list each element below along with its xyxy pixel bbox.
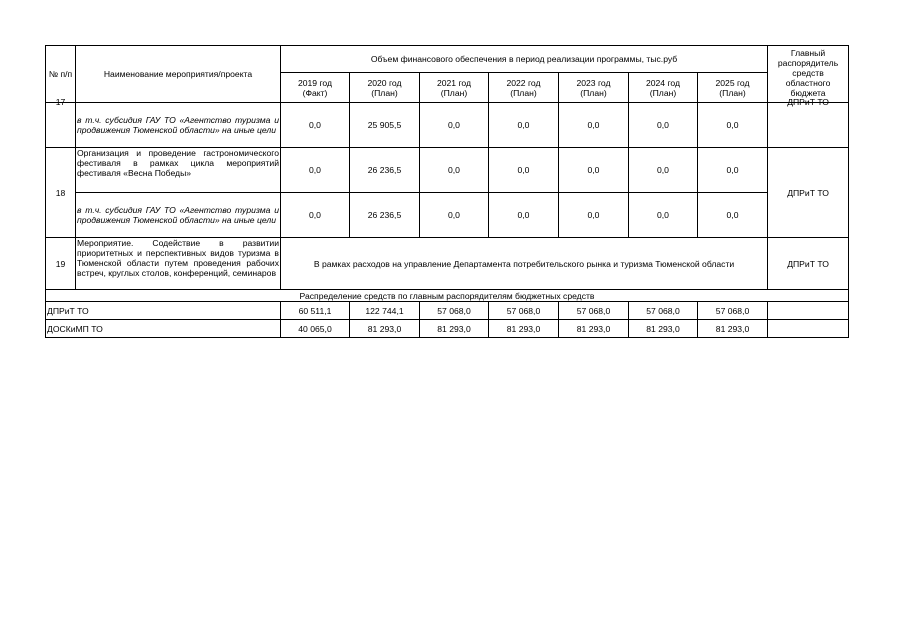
manager-cell: ДПРиТ ТО bbox=[768, 103, 849, 148]
num-column-header: № п/п bbox=[46, 46, 76, 103]
value-cell: 0,0 bbox=[698, 148, 768, 193]
value-cell: 0,0 bbox=[698, 193, 768, 238]
header-row bbox=[46, 46, 849, 73]
value-cell: 0,0 bbox=[281, 148, 350, 193]
table-row-19 bbox=[46, 238, 849, 290]
value-cell: 0,0 bbox=[420, 193, 489, 238]
value-cell: 0,0 bbox=[420, 103, 489, 148]
value-cell: 0,0 bbox=[489, 148, 559, 193]
value-cell: 0,0 bbox=[629, 148, 698, 193]
year-header: 2025 год (План) bbox=[698, 73, 768, 103]
year-header: 2022 год (План) bbox=[489, 73, 559, 103]
manager-header-text: Главный распорядитель средств областного бюджета bbox=[777, 48, 839, 98]
activity-name: Мероприятие. Содействие в развитии приоритетных и перспективных видов туризма в Тюменской области путем проведения рабочих встреч, круглых столов, конференций, семинаров bbox=[76, 238, 281, 290]
funding-header: Объем финансового обеспечения в период реализации программы, тыс.руб bbox=[281, 46, 768, 73]
value-cell: 0,0 bbox=[559, 103, 629, 148]
manager-cell: ДПРиТ ТО bbox=[768, 238, 849, 290]
value-cell: 81 293,0 bbox=[489, 320, 559, 338]
value-cell: 0,0 bbox=[281, 193, 350, 238]
row-number: 19 bbox=[46, 238, 76, 290]
empty-cell bbox=[768, 320, 849, 338]
value-cell: 0,0 bbox=[698, 103, 768, 148]
value-cell: 25 905,5 bbox=[350, 103, 420, 148]
value-cell: 81 293,0 bbox=[559, 320, 629, 338]
year-header: 2019 год (Факт) bbox=[281, 73, 350, 103]
year-header: 2024 год (План) bbox=[629, 73, 698, 103]
value-cell: 81 293,0 bbox=[350, 320, 420, 338]
value-cell: 0,0 bbox=[559, 148, 629, 193]
value-cell: 0,0 bbox=[629, 193, 698, 238]
row-number: 18 bbox=[46, 148, 76, 238]
value-cell: 81 293,0 bbox=[629, 320, 698, 338]
value-cell: 57 068,0 bbox=[559, 302, 629, 320]
table-row-17 bbox=[46, 103, 849, 148]
year-header: 2020 год (План) bbox=[350, 73, 420, 103]
year-header: 2021 год (План) bbox=[420, 73, 489, 103]
value-cell: 81 293,0 bbox=[420, 320, 489, 338]
value-cell: 57 068,0 bbox=[420, 302, 489, 320]
value-cell: 0,0 bbox=[559, 193, 629, 238]
year-header: 2023 год (План) bbox=[559, 73, 629, 103]
value-cell: 0,0 bbox=[281, 103, 350, 148]
value-cell: 57 068,0 bbox=[489, 302, 559, 320]
distributor-name: ДОСКиМП ТО bbox=[46, 320, 281, 338]
value-cell: 0,0 bbox=[489, 193, 559, 238]
value-cell: 122 744,1 bbox=[350, 302, 420, 320]
distribution-title-row bbox=[46, 290, 849, 302]
distributor-name: ДПРиТ ТО bbox=[46, 302, 281, 320]
value-cell: 81 293,0 bbox=[698, 320, 768, 338]
budget-table bbox=[45, 45, 849, 338]
value-cell: 0,0 bbox=[420, 148, 489, 193]
value-cell: 57 068,0 bbox=[698, 302, 768, 320]
table-row-18-sub bbox=[46, 193, 849, 238]
value-cell: 26 236,5 bbox=[350, 148, 420, 193]
value-cell: 57 068,0 bbox=[629, 302, 698, 320]
activity-name: в т.ч. субсидия ГАУ ТО «Агентство туризма и продвижения Тюменской области» на иные цели bbox=[76, 193, 281, 238]
distribution-row bbox=[46, 320, 849, 338]
table-row-18 bbox=[46, 148, 849, 193]
funding-note: В рамках расходов на управление Департамента потребительского рынка и туризма Тюменской области bbox=[281, 238, 768, 290]
manager-column-header bbox=[768, 46, 849, 103]
value-cell: 40 065,0 bbox=[281, 320, 350, 338]
name-column-header: Наименование мероприятия/проекта bbox=[76, 46, 281, 103]
value-cell: 26 236,5 bbox=[350, 193, 420, 238]
value-cell: 0,0 bbox=[489, 103, 559, 148]
activity-name: Организация и проведение гастрономического фестиваля в рамках цикла мероприятий фестиваля «Весна Победы» bbox=[76, 148, 281, 193]
row-number: 17 bbox=[46, 103, 76, 148]
value-cell: 60 511,1 bbox=[281, 302, 350, 320]
distribution-title: Распределение средств по главным распорядителям бюджетных средств bbox=[46, 290, 849, 302]
activity-name: в т.ч. субсидия ГАУ ТО «Агентство туризма и продвижения Тюменской области» на иные цели bbox=[76, 103, 281, 148]
distribution-row bbox=[46, 302, 849, 320]
value-cell: 0,0 bbox=[629, 103, 698, 148]
empty-cell bbox=[768, 302, 849, 320]
manager-cell: ДПРиТ ТО bbox=[768, 148, 849, 238]
